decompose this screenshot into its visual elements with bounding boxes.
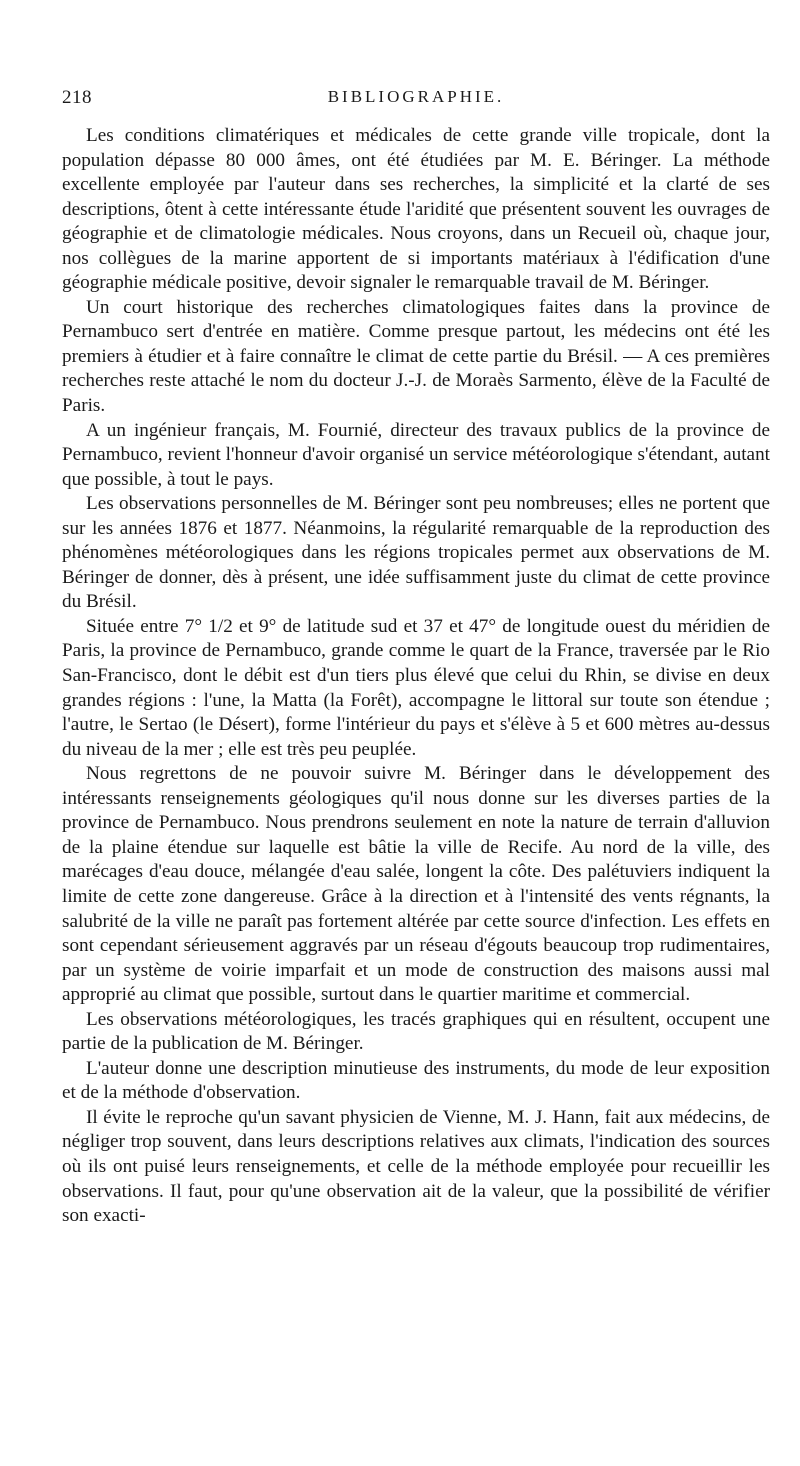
paragraph-geology: Nous regrettons de ne pouvoir suivre M. Béringer dans le développement des intéressants renseignements géologiques qu'il nous donne sur les diverses parties de la province de Pernambuco. Nous prendrons seulement en note la nature de terrain d'alluvion de la plaine étendue sur laquelle est bâtie la ville de Recife. Au nord de la ville, des marécages d'eau douce, mélangée d'eau salée, longent la côte. Des palétuviers indiquent la limite de cette zone dangereuse. Grâce à la direction et à l'intensité des vents régnants, la salubrité de la ville ne paraît pas fortement altérée par cette source d'infection. Les effets en sont cependant sérieusement aggravés par un réseau d'égouts beaucoup trop rudimentaires, par un système de voirie imparfait et un mode de construction des maisons aussi mal approprié au climat que possible, surtout dans le quartier maritime et commercial. <box>62 763 770 1006</box>
article-body <box>62 124 770 1229</box>
paragraph-observations: Les observations personnelles de M. Béringer sont peu nombreuses; elles ne portent que sur les années 1876 et 1877. Néanmoins, la régularité remarquable de la reproduction des phénomènes météorologiques dans les régions tropicales permet aux observations de M. Béringer de donner, dès à présent, une idée suffisamment juste du climat de cette province du Brésil. <box>62 493 770 613</box>
paragraph-instruments: L'auteur donne une description minutieuse des instruments, du mode de leur exposition et de la méthode d'observation. <box>62 1057 770 1104</box>
paragraph-intro: Les conditions climatériques et médicales de cette grande ville tropicale, dont la population dépasse 80 000 âmes, ont été étudiées par M. E. Béringer. La méthode excellente employée par l'auteur dans ses recherches, la simplicité et la clarté de ses descriptions, ôtent à cette intéressante étude l'aridité que présentent souvent les ouvrages de géographie et de climatologie médicales. Nous croyons, dans un Recueil où, chaque jour, nos collègues de la marine apportent de si importants matériaux à l'édification d'une géographie médicale positive, devoir signaler le remarquable travail de M. Béringer. <box>62 125 770 294</box>
running-title: BIBLIOGRAPHIE. <box>327 87 505 106</box>
paragraph-geography: Située entre 7° 1/2 et 9° de latitude sud et 37 et 47° de longitude ouest du méridien de Paris, la province de Pernambuco, grande comme le quart de la France, traversée par le Rio San-Francisco, dont le débit est d'un tiers plus élevé que celui du Rhin, se divise en deux grandes régions : l'une, la Matta (la Forêt), accompagne le littoral sur toute son étendue ; l'autre, le Sertao (le Désert), forme l'intérieur du pays et s'élève à 5 et 600 mètres au-dessus du niveau de la mer ; elle est très peu peuplée. <box>62 615 770 760</box>
paragraph-fournie: A un ingénieur français, M. Fournié, directeur des travaux publics de la province de Pernambuco, revient l'honneur d'avoir organisé un service météorologique s'étendant, autant que possible, à tout le pays. <box>62 419 770 490</box>
page-number: 218 <box>62 87 92 108</box>
paragraph-hann: Il évite le reproche qu'un savant physicien de Vienne, M. J. Hann, fait aux médecins, de négliger trop souvent, dans leurs descriptions relatives aux climats, l'indication des sources où ils ont puisé leurs renseignements, et celle de la méthode employée pour recueillir les observations. Il faut, pour qu'une observation ait de la valeur, que la possibilité de vérifier son exacti- <box>62 1106 770 1227</box>
running-head <box>62 87 770 111</box>
paragraph-history: Un court historique des recherches climatologiques faites dans la province de Pernambuco sert d'entrée en matière. Comme presque partout, les médecins ont été les premiers à étudier et à faire connaître le climat de cette partie du Brésil. — A ces premières recherches reste attaché le nom du docteur J.-J. de Moraès Sarmento, élève de la Faculté de Paris. <box>62 296 770 417</box>
paragraph-graphs: Les observations météorologiques, les tracés graphiques qui en résultent, occupent une partie de la publication de M. Béringer. <box>62 1008 770 1055</box>
